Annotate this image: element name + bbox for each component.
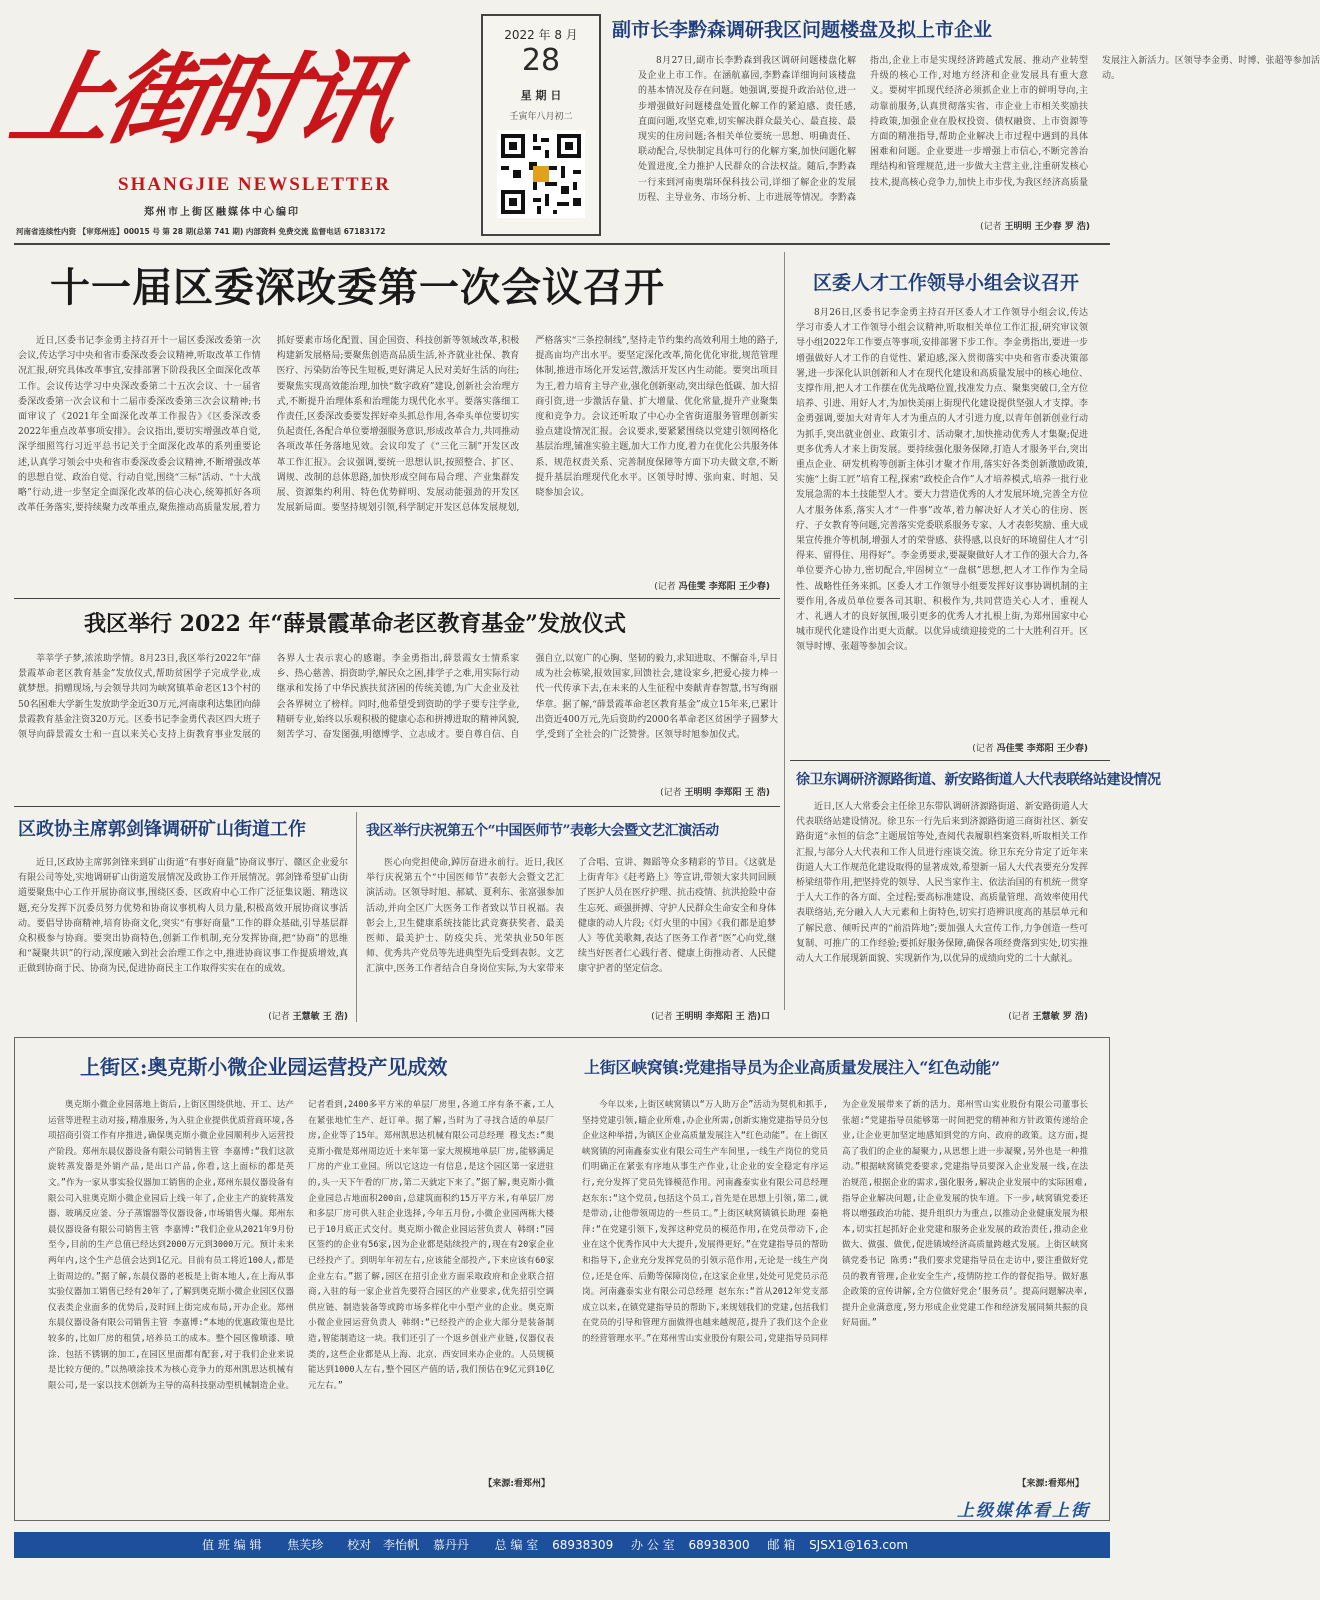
article-text: 近日,区人大常委会主任徐卫东带队调研济源路街道、新安路街道人大代表联络站建设情况。徐卫东一行先后来到济源路街道三商街社区、新安路街道“永恒的信念”主题展馆等处,查阅代表履职档案资料,听取相关工作汇报,与部分人大代表和工作人员进行座谈交流。徐卫东充分肯定了近年来街道人大工作规范化建设取得的显著成效,希望新一届人大代表要充分发挥桥梁纽带作用,把坚持党的领导、人民当家作主、依法治国的有机统一贯穿于人大工作的各方面、全过程;要高标准建设、高质量管理、高效率使用代表联络站,充分融入人大元素和上街特色,切实打造辨识度高的基层单元和了解民意、倾听民声的“前沿阵地”;要加强人大宣传工作,力争创造一些可复制、可推广的工作经验;要抓好服务保障,确保各项经费落到实处,切实推动人大工作展现新面貌、实现新作为,以优异的成绩向党的二十大献礼。 [796, 802, 1088, 965]
article-title: 我区举行 2022 年“薛景霞革命老区教育基金”发放仪式 [84, 611, 626, 637]
footer-label: 值 班 编 辑 [202, 1538, 262, 1552]
article-title: 徐卫东调研济源路街道、新安路街道人大代表联络站建设情况 [796, 772, 1161, 788]
article-byline: (记者 王慧敏 王 浩) [268, 1012, 348, 1022]
article-byline: (记者 冯佳雯 李郑阳 王少春) [654, 582, 770, 592]
footer-label: 校对 [347, 1538, 372, 1552]
article-text: 近日,区政协主席郭剑锋来到矿山街道“有事好商量”协商议事厅、赣区企业爱尔有限公司等处,实地调研矿山街道发展情况及政协工作开展情况。郭剑锋希望矿山街道要聚焦中心工作开展协商议事,围绕区委、区政府中心工作广泛征集议题、精选议题,充分发挥下沉委员努力优势和协商议事机构人员力量,积极高效开展协商议事活动。要倡导协商精神,培育协商文化,突实“有事好商量”工作的群众基础,引导基层群众积极参与协商。要突出协商特色,创新工作机制,充分发挥协商,把“协商”的思维和“凝聚共识”的行动,深度融入到社会治理工作之中,推进协商议事工作提质增效,真正做到协商于民、协商为民,促进协商民主工作取得实实在在的成效。 [18, 858, 348, 975]
masthead-editor: 郑州市上街区融媒体中心编印 [144, 207, 300, 218]
article-body [638, 54, 1320, 220]
date-lunar: 壬寅年八月初二 [509, 112, 573, 122]
divider [784, 252, 785, 1010]
footer-value: 李怡帆 [382, 1538, 419, 1552]
article-text: 8月27日,副市长李黔森到我区调研问题楼盘化解及企业上市工作。在涵航嘉园,李黔森详细询问该楼盘的基本情况及存在问题。她强调,要提升政治站位,进一步增强做好问题楼盘处置化解工作的紧迫感、责任感,直面问题,攻坚克难,切实解决群众最关心、最直接、最现实的住房问题;各相关单位要统一思想、明确责任、联动配合,尽快制定具体可行的化解方案,加快问题化解处置进度,全力推护人民群众的合法权益。随后,李黔森一行来到河南奥瑞环保科技公司,详细了解企业的发展历程、主导业务、市场分析、上市进展等情况。李黔森指出,企业上市是实现经济跨越式发展、推动产业转型升级的核心工作,对地方经济和企业发展具有重大意义。要树牢抓现代经济必须抓企业上市的鲜明导向,主动靠前服务,认真贯彻落实省、市企业上市相关奖励扶持政策,加强企业在股权投资、债权融资、上市资源等方面的精准指导,帮助企业解决上市过程中遇到的具体困难和问题。企业要进一步增强上市信心,不断完善治理结构和管理规范,进一步做大主营主业,注重研发核心技术,提高核心竞争力,加快上市步伐,为我区经济高质量发展注入新活力。区领导李金勇、时博、张超等参加活动。 [638, 56, 1320, 203]
article-body [48, 1098, 554, 1474]
date-year-month: 2022 年 8 月 [504, 28, 578, 42]
footer-label: 总 编 室 [494, 1538, 539, 1552]
article-byline: 【来源:看郑州】 [1017, 1479, 1084, 1489]
footer-email[interactable]: SJSX1@163.com [809, 1538, 909, 1552]
article-body [796, 800, 1088, 1008]
footer-value: 68938309 [552, 1538, 614, 1552]
article-body [18, 334, 778, 576]
article-text: 莘莘学子梦,浓浓助学情。8月23日,我区举行2022年“薛景霞革命老区教育基金”发放仪式,帮助贫困学子完成学业,成就梦想。捐赠现场,与会领导共同为峡窝镇革命老区13个村的50名困难大学新生发放助学金近30万元,河南康利达集团向薛景霞教育基金注资320万元。区委书记李金勇代表区四大班子领导向薛景霞女士和一直以来关心支持上街教育事业发展的各界人士表示衷心的感谢。李金勇指出,薛景霞女士情系家乡、热心慈善、捐资助学,解民众之困,排学子之难,用实际行动继承和发扬了中华民族扶贫济困的传统美德,为广大企业及社会各界树立了榜样。同时,他希望受到资助的学子要专注学业,精研专业,始终以乐观积极的健康心态和拼搏进取的精神风貌,刻苦学习、奋发图强,明德博学、立志成才。要自尊自信、自强自立,以宽广的心胸、坚韧的毅力,求知进取、不懈奋斗,早日成为社会栋梁,报效国家,回馈社会,建设家乡,把爱心接力棒一代一代传承下去,在未来的人生征程中奏献青春智慧,书写绚丽华章。据了解,“薛景霞革命老区教育基金”成立15年来,已累计出资近400万元,先后资助约2000名革命老区贫困学子圆梦大学,受到了全社会的广泛赞誉。区领导时旭参加仪式。 [18, 654, 778, 741]
article-title: 副市长李黔森调研我区问题楼盘及拟上市企业 [612, 19, 993, 41]
article-text: 8月26日,区委书记李金勇主持召开区委人才工作领导小组会议,传达学习市委人才工作领导小组会议精神,听取相关单位工作汇报,研究审议领导小组2022年工作要点等事项,安排部署下步工作。李金勇指出,要进一步增强做好人才工作的自觉性、紧迫感,深入贯彻落实中央和省市委决策部署,进一步深化认识创新和人才在现代化建设和高质量发展中的核心地位、支撑作用,把人才工作摆在优先战略位置,找准发力点、聚集突破口,全方位培养、引进、用好人才,为加快美丽上街现代化建设提供坚强人才支撑。李金勇强调,要加大对青年人才为重点的人才引进力度,以青年创新创业行动为抓手,突出就业创业、政策引才、活动聚才,加快推动优秀人才集聚;促进更多优秀人才来上街发展。要持续强化服务保障,打造人才服务平台,突出重点企业、研发机构等创新主体引才聚才作用,落实好各类创新激励政策,实施“上街工匠”培育工程,探索“政校企合作”人才培养模式,培养一批行业发展急需的本土技能型人才。要大力营造优秀的人才发展环境,完善全方位人才服务体系,落实人才“一件事”改革,着力解决好人才关心的住房、医疗、子女教育等问题,完善落实党委联系服务专家、人才表彰奖励、重大成果宣传推介等机制,增强人才的荣誉感、获得感,以良好的环境留住人才“引得来、留得住、用得好”。李金勇要求,要凝聚做好人才工作的强大合力,各单位要齐心协力,密切配合,牢固树立“一盘棋”思想,把人才工作作为全局性、战略性任务来抓。区委人才工作领导小组要发挥好议事协调机制的主要作用,各成员单位要各司其职、积极作为,共同营造关心人才、重视人才、礼遇人才的良好氛围,吸引更多的优秀人才扎根上街,为郑州国家中心城市现代化建设作出更大贡献。以优异成绩迎接党的二十大胜利召开。区领导时博、张超等参加会议。 [796, 308, 1088, 653]
qr-code-icon [497, 130, 585, 218]
date-day: 28 [521, 43, 561, 78]
bottom-banner-text: 上级媒体看上街 [957, 1501, 1090, 1521]
footer-bar [14, 1532, 1110, 1558]
article-body [366, 856, 776, 1006]
article-byline: (记者 王慧敏 罗 浩) [1008, 1012, 1088, 1022]
article-title: 十一届区委深改委第一次会议召开 [50, 265, 665, 311]
article-body [18, 856, 348, 1006]
article-byline: (记者 冯佳雯 李郑阳 王少春) [972, 744, 1088, 754]
bottom-banner [820, 1496, 1090, 1526]
article-title: 区政协主席郭剑锋调研矿山街道工作 [18, 819, 306, 840]
article-title: 上街区:奥克斯小微企业园运营投产见成效 [80, 1055, 448, 1079]
article-body [18, 652, 778, 788]
article-byline: 【来源:看郑州】 [483, 1479, 550, 1489]
article-text: 医心向党担使命,踔厉奋进永前行。近日,我区举行庆祝第五个“中国医师节”表彰大会暨文艺汇演活动。区领导时旭、郝斌、夏利东、张富强参加活动,并向全区广大医务工作者致以节日祝福。表彰会上,卫生健康系统技能比武竞赛获奖者、最美医师、最美护士、防疫尖兵、光荣执业50年医师、优秀共产党员等先进典型先后受到表彰。文艺汇演中,医务工作者结合自身岗位实际,为大家带来了合唱、宣讲、舞蹈等众多精彩的节目。《这就是上街青年》《赶考路上》等宣讲,带领大家共同回顾了医护人员在医疗护理、抗击疫情、抗洪抢险中奋生忘死、顽强拼搏、守护人民群众生命安全和身体健康的动人片段;《灯火里的中国》《我们都是追梦人》等优美歌舞,表达了医务工作者“医”心向党,继续当好医者仁心践行者、健康上街推动者、人民健康守护者的坚定信念。 [366, 858, 777, 975]
article-title: 我区举行庆祝第五个“中国医师节”表彰大会暨文艺汇演活动 [366, 823, 719, 839]
footer-label: 办 公 室 [631, 1538, 675, 1552]
article-text: 近日,区委书记李金勇主持召开十一届区委深改委第一次会议,传达学习中央和省市委深改委会议精神,听取改革工作情况汇报,研究具体改革事宜,安排部署下阶段我区全面深化改革工作。会议传达学习中央深改委第二十五次会议、十一届省委深改委第一次会议和十二届市委深改委第三次会议精神;书面审议了《2021年全面深化改革工作报告》《区委深改委2022年重点改革事项安排》。会议指出,要切实增强改革自觉,深学细照笃行习近平总书记关于全面深化改革的系列重要论述,认真学习领会中央和省市委深改委会议精神,不断增强改革的思想自觉、政治自觉、行动自觉,围绕“三标”活动、“十大战略”行动,进一步坚定全面深化改革的信心决心,统筹抓好各项改革任务落实,要持续聚力改革重点,聚焦推动高质量发展,着力抓好要素市场化配置、国企国资、科技创新等领域改革,积极构建新发展格局;要聚焦创造高品质生活,补齐就业社保、教育医疗、污染防治等民生短板,更好满足人民对美好生活的向往;要聚焦实现高效能治理,加快“数字政府”建设,创新社会治理方式,不断提升治理体系和治理能力现代化水平。要落实落细工作责任,区委深改委要发挥好牵头抓总作用,各牵头单位要切实负起责任,各配合单位要增强服务意识,形成改革合力,共同推动各项改革任务落地见效。会议印发了《“三化三制”开发区改革工作汇报》。会议强调,要统一思想认识,按照整合、扩区、调规、改制的总体思路,加快形成空间布局合理、产业集群发展、资源集约利用、特色优势鲜明、发展动能强劲的开发区发展新局面。要坚持规划引领,科学制定开发区总体发展规划,严格落实“三条控制线”,坚持走节约集约高效利用土地的路子,提高亩均产出水平。要坚定深化改革,简化优化审批,规范管理体制,推进市场化开发运营,激活开发区内生动能。要突出项目为王,着力培育主导产业,强化创新驱动,突出绿色低碳、加大招商引资,进一步激活存量、扩大增量、优化常量,提升产业聚集度和竞争力。会议还听取了中心办全省街道服务管理创新实验点建设情况汇报。会议要求,要紧紧围绕以党建引领网格化基层治理,铺准实验主题,加大工作力度,着力在优化公共服务体系、规范权责关系、完善制度保障等方面下功夫做文章,不断提升基层治理现代化水平。区领导时博、张向東、时旭、吴晓参加会议。 [18, 336, 778, 514]
divider [14, 243, 1110, 245]
article-byline: (记者 王明明 李郑阳 王 浩)口 [651, 1012, 770, 1022]
article-title: 上街区峡窝镇:党建指导员为企业高质量发展注入“红色动能” [584, 1058, 1000, 1077]
divider [356, 812, 357, 1022]
masthead [1, 14, 476, 242]
footer-label: 邮 箱 [767, 1538, 796, 1552]
article-title: 区委人才工作领导小组会议召开 [812, 272, 1079, 294]
footer-value: 68938300 [688, 1538, 750, 1552]
article-body [796, 306, 1088, 734]
article-text: 今年以来,上街区峡窝镇以“万人助万企”活动为契机和抓手,坚持党建引领,瞄企业所难,办企业所需,创新实施党建指导员分包企业这种举措,为镇区企业高质量发展注入“红色动能”。在上街区峡窝镇的河南鑫泰实业有限公司生产车间里,一线生产岗位的党员们明确正在紧张有序地从事生产作业,让企业的安全稳定有序运行,充分发挥了党员先锋模范作用。河南鑫泰实业有限公司总经理 赵东东:“这个党员,包括这个员工,首先是在思想上引领,第二,就是带动,让他带领周边的一些员工。”上街区峡窝镇镇长助理 秦艳萍:“在党建引领下,发挥这种党员的模范作用,在党员带动下,企业在这个优秀作风中大大提升,发展得更好。”在党建指导员的帮助和指导下,企业充分发挥党员的引领示范作用,无论是一线生产岗位,还是仓库、后勤等保障岗位,在这家企业里,处处可见党员示范岗。河南鑫泰实业有限公司总经理 赵东东:“首从2012年党支部成立以来,在镇党建指导员的帮助下,来规划我们的党建,包括我们在党员的引导和管理方面做得也越来越规范,提升了我们这个企业的经营管理水平。”在郑州雪山实业股份有限公司,党建指导员同样为企业发展带来了新的活力。郑州雪山实业股份有限公司董事长 张超:“党建指导员能够第一时间把党的精神和方针政策传递给企业,让企业更加坚定地感知到党的方向、政府的政策。这方面,提高了我们的企业的凝聚力,从思想上进一步凝聚,另外也是一种推动。”根据峡窝镇党委要求,党建指导员要深入企业发展一线,在法治规范,根据企业的需求,强化服务,解决企业发展中的实际困难,指导企业解决问题,让企业发展的快车道。下一步,峡窝镇党委还将以增强政治功能、提升组织力为重点,以推动企业健康发展为根本,切实扛起抓好企业党建和服务企业发展的政治责任,推动企业做大、做强、做优,促进镇域经济高质量跨越式发展。上街区峡窝镇党委书记 陈勇:“我们要求党建指导员在走访中,要注重做好党员的教育管理,企业安全生产,疫情防控工作的督促指导。做好惠企政策的宣传讲解,全方位做好党企‘服务员’。提高问题解决率,提升企业满意度,努力形成企业党建工作和经济发展同频共振的良好局面。” [582, 1100, 1088, 1344]
divider [14, 598, 780, 599]
article-byline: (记者 王明明 王少春 罗 浩) [980, 222, 1090, 232]
article-body [582, 1098, 1088, 1474]
date-weekday: 星 期 日 [520, 89, 562, 102]
masthead-title-en: SHANGJIE NEWSLETTER [118, 174, 391, 195]
article-text: 奥克斯小微企业园落地上街后,上街区围绕供地、开工、达产运营等进程主动对接,精准服务,为入驻企业提供优质营商环境,各项招商引资工作有序推进,确保奥克斯小微企业园顺利步入运营投产阶段。郑州东晨仪器设备有限公司销售主管 李嘉博:“我们这款旋转蒸发器是外销产品,是出口产品,你看,这上面标的都是英文。”作为一家从事实验仪器加工销售的企业,郑州东晨仪器设备有限公司入驻奥克斯小微企业园后上线一年了,企业主产的旋转蒸发器、玻璃反应釜、分子蒸馏器等仪器设备,市场销售火爆。郑州东晨仪器设备有限公司销售主管 李嘉博:“我们企业从2021年9月份至今,目前的生产总值已经达到2000万元到3000万元。预计未来两年内,这个生产总值会达到1亿元。目前有员工将近100人,都是上街周边的。”据了解,东晨仪器的老板是上街本地人,在上海从事实验仪器加工销售已经有20年了,了解到奥克斯小微企业园区仪器仪表类企业面多的优势后,及时回上街完成布局,开办企业。郑州东晨仪器设备有限公司销售主管 李嘉博:“本地的优惠政策也是比较多的,比如厂房的租赁,培养员工的成本。整个园区像喷漆、喷涂、包括不锈钢的加工,在园区里面都有配套,对于我们企业来说是比较方便的。”以热喷涂技术为核心竞争力的郑州凯思达机械有限公司,是一家以技术创新为主导的高科技驱动型机械制造企业。记者看到,2400多平方米的单层厂房里,各道工序有条不紊,工人在紧张地忙生产、赶订单。据了解,当时为了寻找合适的单层厂房,企业等了15年。郑州凯思达机械有限公司总经理 穆戈杰:“奥克斯小微是郑州周边近十来年第一家大规模地单层厂房,能够满足厂房的产业工业园。所以它这边一有信息,是这个园区第一家进驻的,头一天下午看的厂房,第二天就定下来了。”据了解,奥克斯小微企业园总占地面积200亩,总建筑面积约15万平方米,有单层厂房和多层厂房可供入驻企业选择,今年五月份,小微企业园两栋大楼已于10月底正式交付。奥克斯小微企业园运营负责人 韩纲:“园区签约的企业有56家,因为企业都是陆续投产的,现在有20家企业已经投产了。到明年年初左右,应该能全部投产,下来应该有60家企业左右。”据了解,园区在招引企业方面采取政府和企业联合招商,入驻的每一家企业首先要符合园区的产业要求,优先招引空调供应链、制造装备等或跨市场多样化中小型产业的企业。奥克斯小微企业园运营负责人 韩纲:“已经投产的企业大部分是装备制造,智能制造这一块。我们还引了一个返乡创业产业链,仪器仪表类的,这些企业都是从上海、北京、西安回来办企业的。人员规模能达到1000人左右,整个园区产值的话,我们预估在9亿元到10亿元左右。” [48, 1100, 554, 1391]
divider [14, 806, 780, 807]
article-byline: (记者 王明明 李郑阳 王 浩) [660, 788, 770, 798]
date-box [481, 14, 601, 236]
divider [790, 760, 1110, 761]
footer-value: 慕丹丹 [432, 1538, 469, 1552]
masthead-title: 上街时讯 [1, 40, 403, 158]
masthead-info-line: 河南省连续性内资 【审郑州连】00015 号 第 28 期(总第 741 期) 内部资料 免费交流 监督电话 67183172 [16, 227, 386, 236]
footer-value: 焦芙珍 [287, 1538, 324, 1552]
